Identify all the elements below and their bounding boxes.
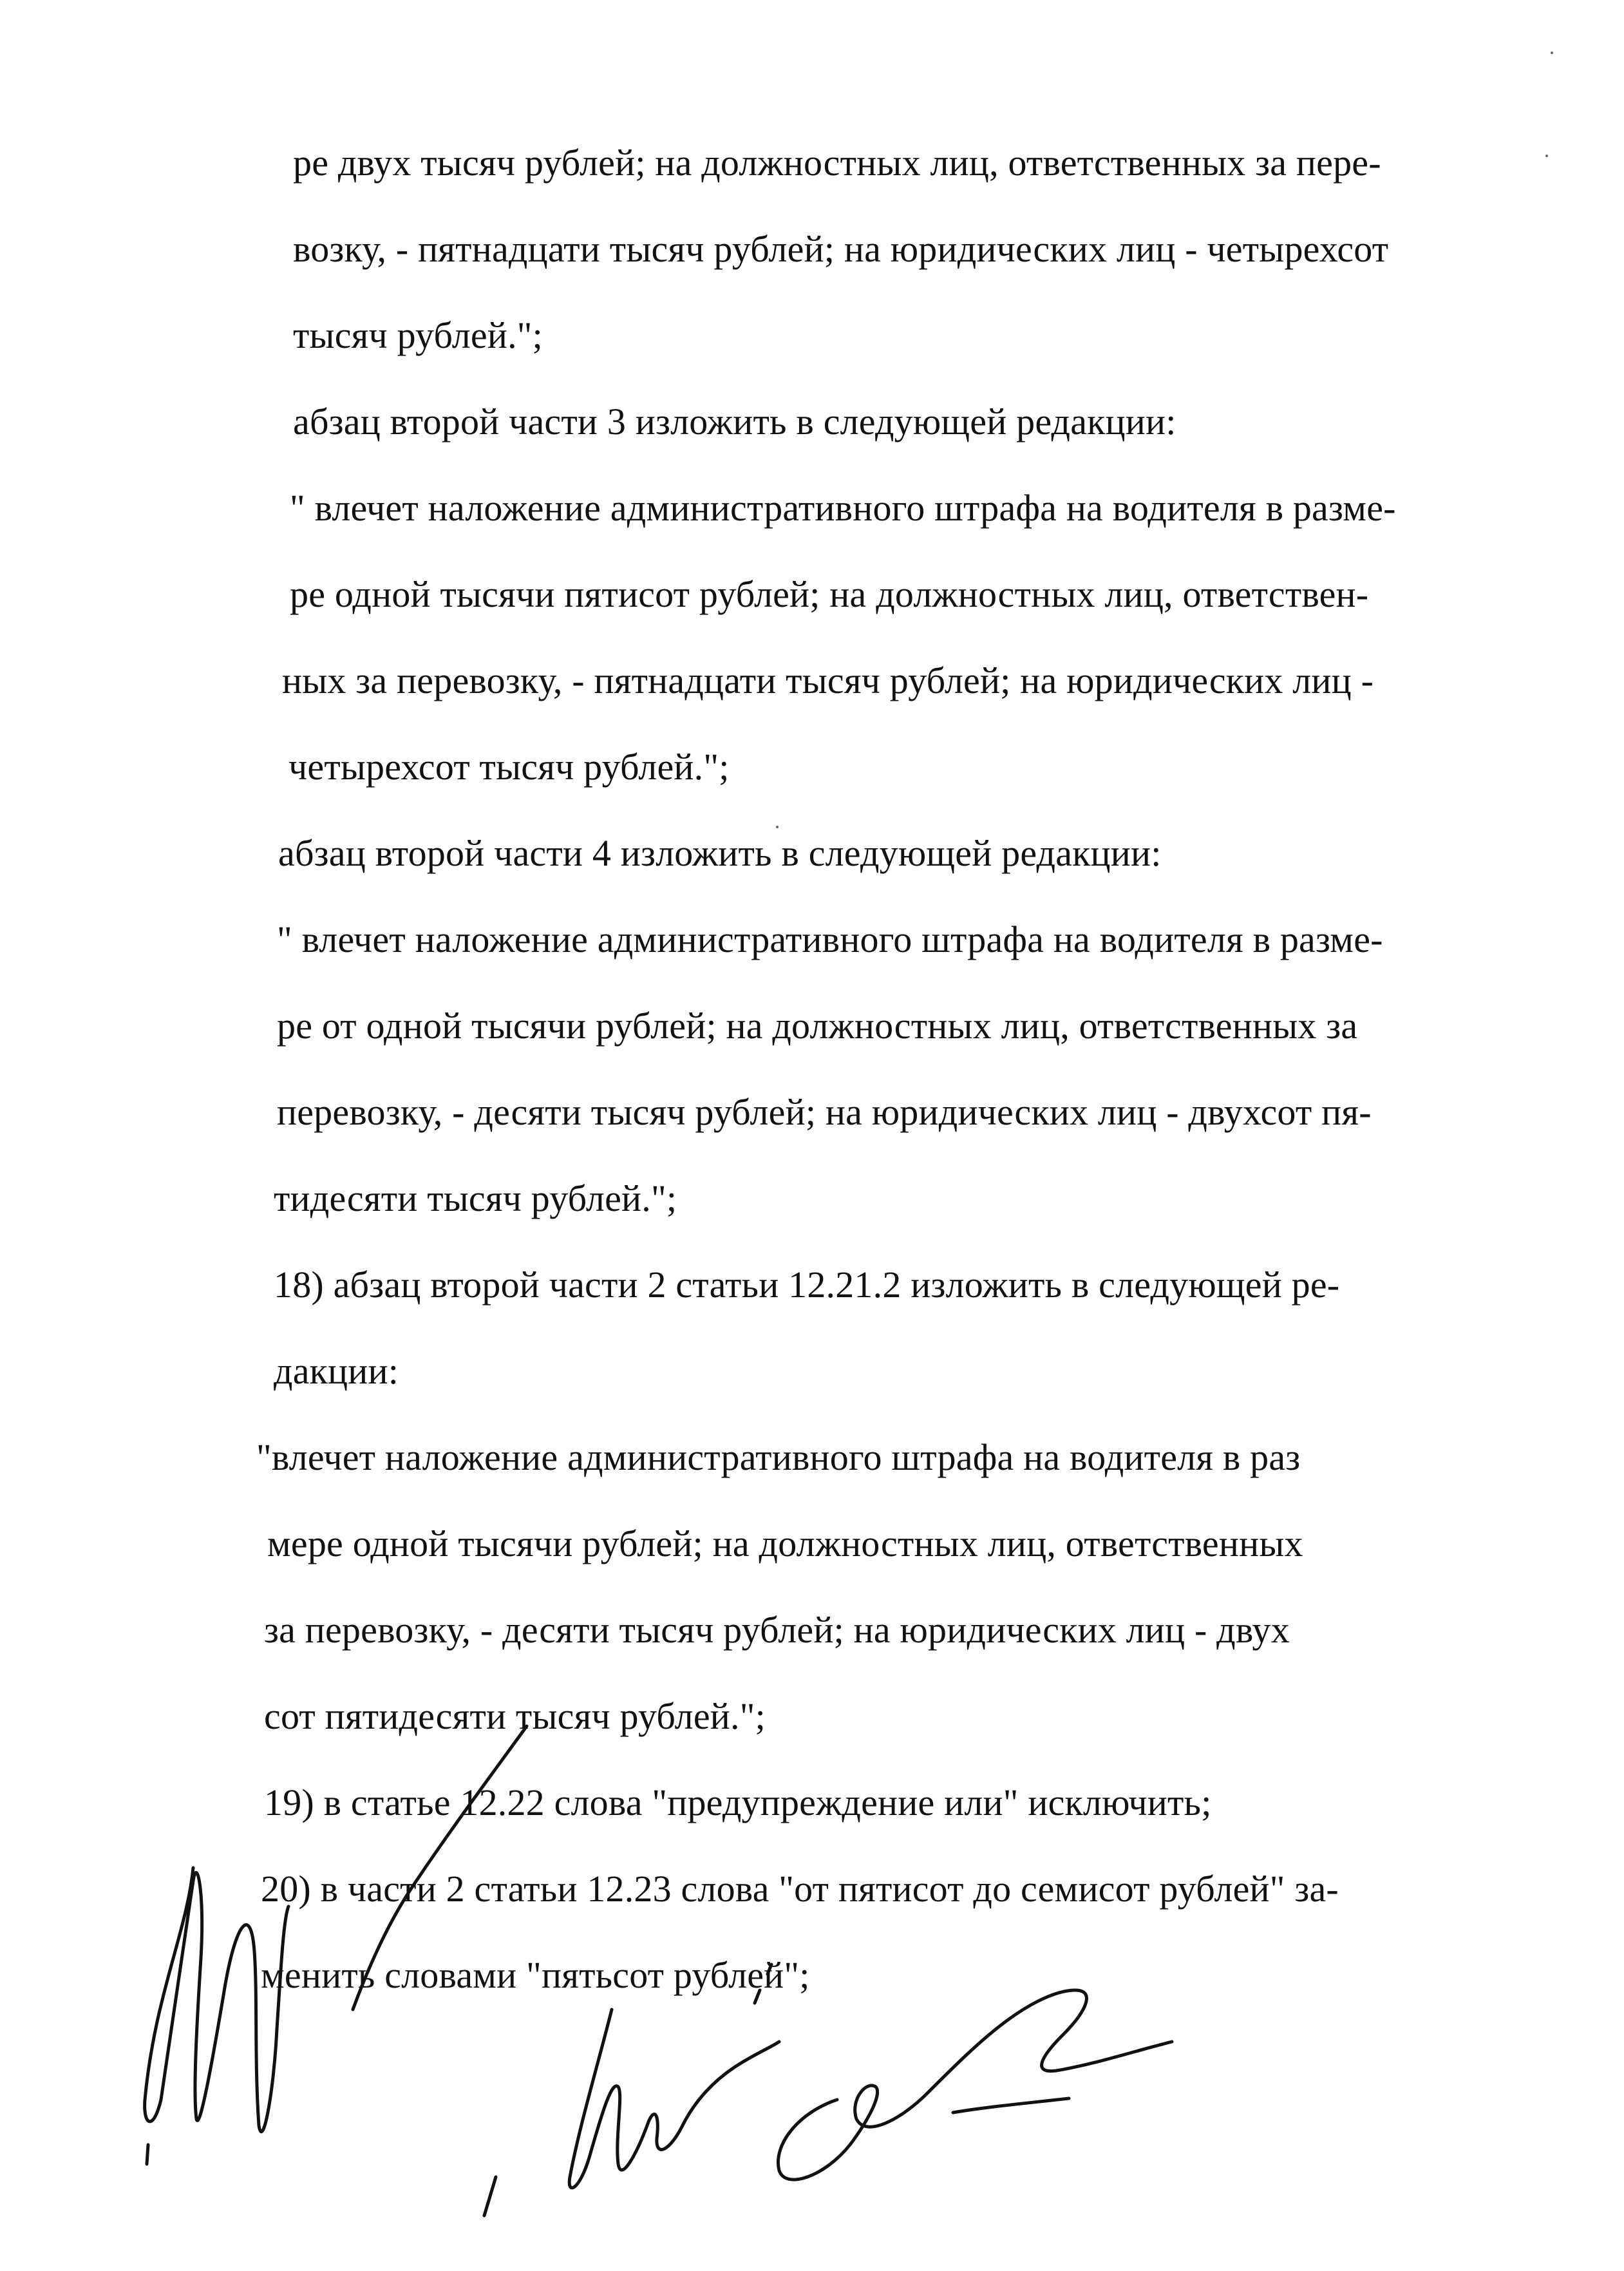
text-line: 18) абзац второй части 2 статьи 12.21.2 изложить в следующей ре- — [274, 1264, 1340, 1306]
signature-middle — [569, 2010, 779, 2188]
scan-speck — [1545, 155, 1548, 157]
text-line: за перевозку, - десяти тысяч рублей; на юридических лиц - двух — [264, 1609, 1290, 1651]
text-line: дакции: — [274, 1350, 399, 1392]
text-line: четырехсот тысяч рублей."; — [288, 746, 730, 788]
text-line: сот пятидесяти тысяч рублей."; — [264, 1695, 766, 1737]
text-line: "влечет наложение административного штрафа на водителя в раз — [256, 1436, 1301, 1478]
text-line: менить словами "пятьсот рублей"; — [261, 1954, 810, 1996]
text-line: перевозку, - десяти тысяч рублей; на юридических лиц - двухсот пя- — [277, 1091, 1372, 1133]
text-line: мере одной тысячи рублей; на должностных лиц, ответственных — [267, 1523, 1303, 1564]
scan-speck — [1551, 52, 1553, 54]
text-line: " влечет наложение административного штрафа на водителя в разме- — [290, 487, 1396, 529]
signature-right — [778, 1990, 1172, 2180]
text-line: тысяч рублей."; — [293, 314, 543, 356]
text-line: возку, - пятнадцати тысяч рублей; на юридических лиц - четырехсот — [293, 228, 1389, 270]
text-line: ре одной тысячи пятисот рублей; на должностных лиц, ответствен- — [290, 573, 1369, 615]
scan-speck — [776, 826, 779, 828]
text-line: тидесяти тысяч рублей."; — [274, 1177, 677, 1219]
text-line: 20) в части 2 статьи 12.23 слова "от пятисот до семисот рублей" за- — [261, 1868, 1339, 1910]
text-line: абзац второй части 4 изложить в следующей редакции: — [278, 832, 1162, 874]
text-line: 19) в статье 12.22 слова "предупреждение или" исключить; — [264, 1782, 1212, 1823]
text-line: абзац второй части 3 изложить в следующей редакции: — [293, 401, 1176, 442]
text-line: ных за перевозку, - пятнадцати тысяч рублей; на юридических лиц - — [282, 660, 1374, 701]
text-line: ре от одной тысячи рублей; на должностных лиц, ответственных за — [277, 1005, 1358, 1047]
text-line: ре двух тысяч рублей; на должностных лиц, ответственных за пере- — [293, 142, 1381, 184]
text-line: " влечет наложение административного штрафа на водителя в разме- — [277, 918, 1383, 960]
